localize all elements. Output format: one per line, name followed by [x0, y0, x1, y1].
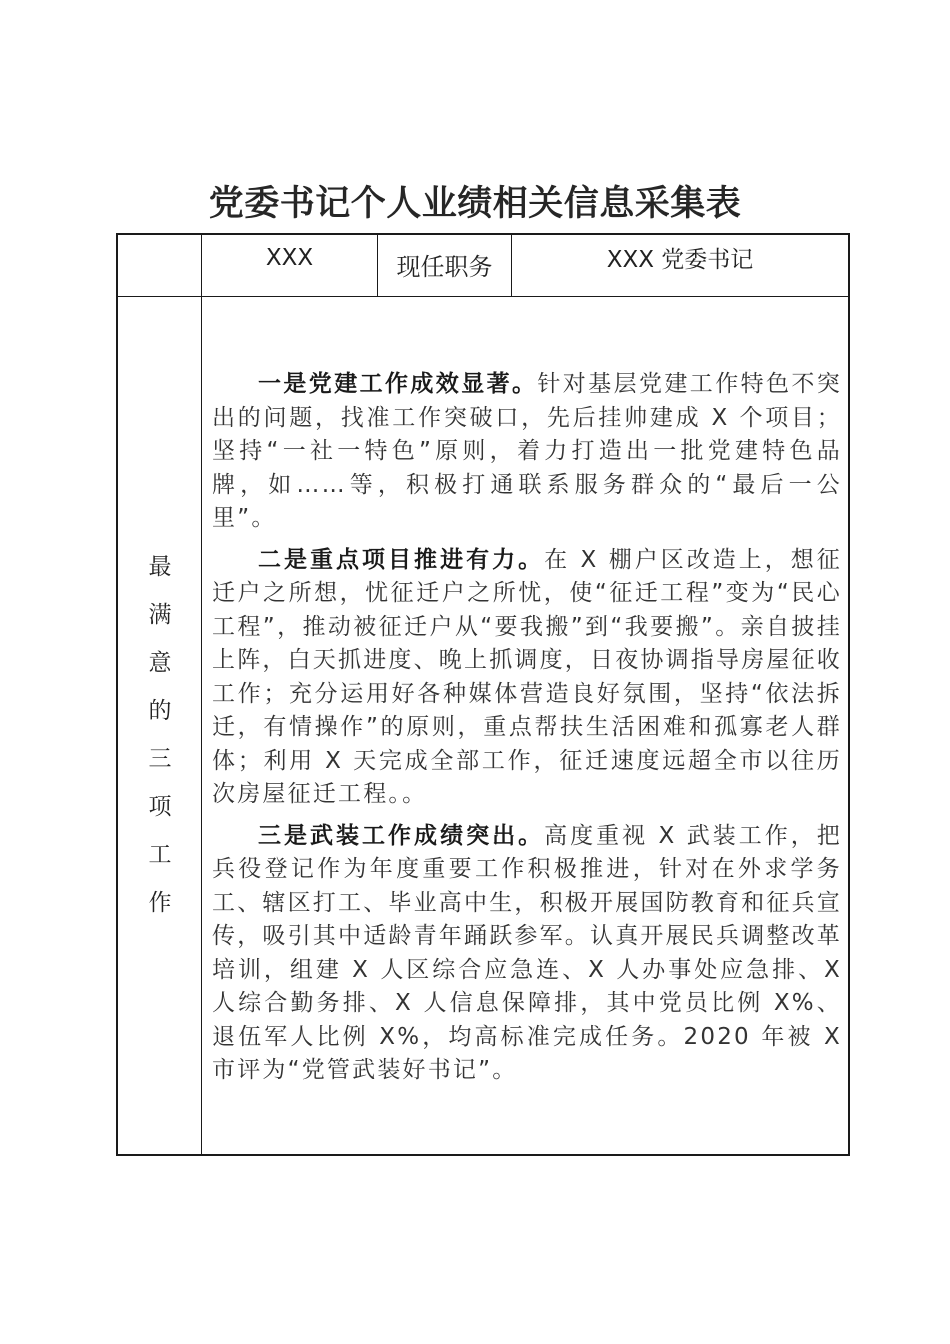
- paragraph-armed-forces: [212, 820, 842, 1088]
- section-label: [118, 543, 202, 927]
- section-content: [212, 368, 842, 1096]
- paragraph-key-projects: [212, 544, 842, 812]
- paragraph-lead: 二是重点项目推进有力。: [258, 546, 545, 573]
- empty-cell: [118, 235, 202, 296]
- paragraph-text: 在 X 棚户区改造上，想征迁户之所想，忧征迁户之所忧，使“征迁工程”变为“民心工程”，推动被征迁户从“要我搬”到“我要搬”。亲自披挂上阵，白天抓进度、晚上抓调度，日夜协调指导房屋征收工作；充分运用好各种媒体营造良好氛围，坚持“依法拆迁，有情操作”的原则，重点帮扶生活困难和孤寡老人群体；利用 X 天完成全部工作，征迁速度远超全市以往历次房屋征迁工程。。: [212, 546, 842, 807]
- section-label-char: 满: [148, 602, 172, 628]
- paragraph-lead: 三是武装工作成绩突出。: [258, 822, 545, 849]
- name-cell: [202, 235, 378, 296]
- section-label-char: 作: [148, 890, 172, 916]
- table-body-row: [118, 296, 848, 1154]
- section-label-char: 工: [148, 842, 172, 868]
- info-form-table: [116, 233, 850, 1156]
- position-label-cell: [378, 235, 512, 296]
- section-label-cell: [118, 296, 202, 1154]
- page-title: 党委书记个人业绩相关信息采集表: [208, 183, 742, 224]
- section-label-char: 项: [148, 794, 172, 820]
- section-label-char: 三: [148, 746, 172, 772]
- position-label: 现任职务: [396, 253, 493, 281]
- section-label-char: 意: [148, 650, 172, 676]
- position-value: XXX 党委书记: [606, 247, 754, 273]
- table-header-row: [118, 235, 848, 297]
- section-label-char: 的: [148, 698, 172, 724]
- paragraph-party-building: [212, 368, 842, 536]
- paragraph-text: 高度重视 X 武装工作，把兵役登记作为年度重要工作积极推进，针对在外求学务工、辖区打工、毕业高中生，积极开展国防教育和征兵宣传，吸引其中适龄青年踊跃参军。认真开展民兵调整改革培训，组建 X 人区综合应急连、X 人办事处应急排、X 人综合勤务排、X 人信息保障排，其中党员比例 X%、退伍军人比例 X%，均高标准完成任务。2020 年被 X 市评为“党管武装好书记”。: [212, 822, 842, 1083]
- section-label-char: 最: [148, 554, 172, 580]
- position-value-cell: [512, 235, 848, 296]
- paragraph-lead: 一是党建工作成效显著。: [258, 371, 538, 397]
- paragraph-text: 针对基层党建工作特色不突出的问题，找准工作突破口，先后挂帅建成 X 个项目；坚持“一社一特色”原则，着力打造出一批党建特色品牌，如……等，积极打通联系服务群众的“最后一公里”。: [212, 371, 843, 531]
- name-value: XXX: [265, 244, 314, 271]
